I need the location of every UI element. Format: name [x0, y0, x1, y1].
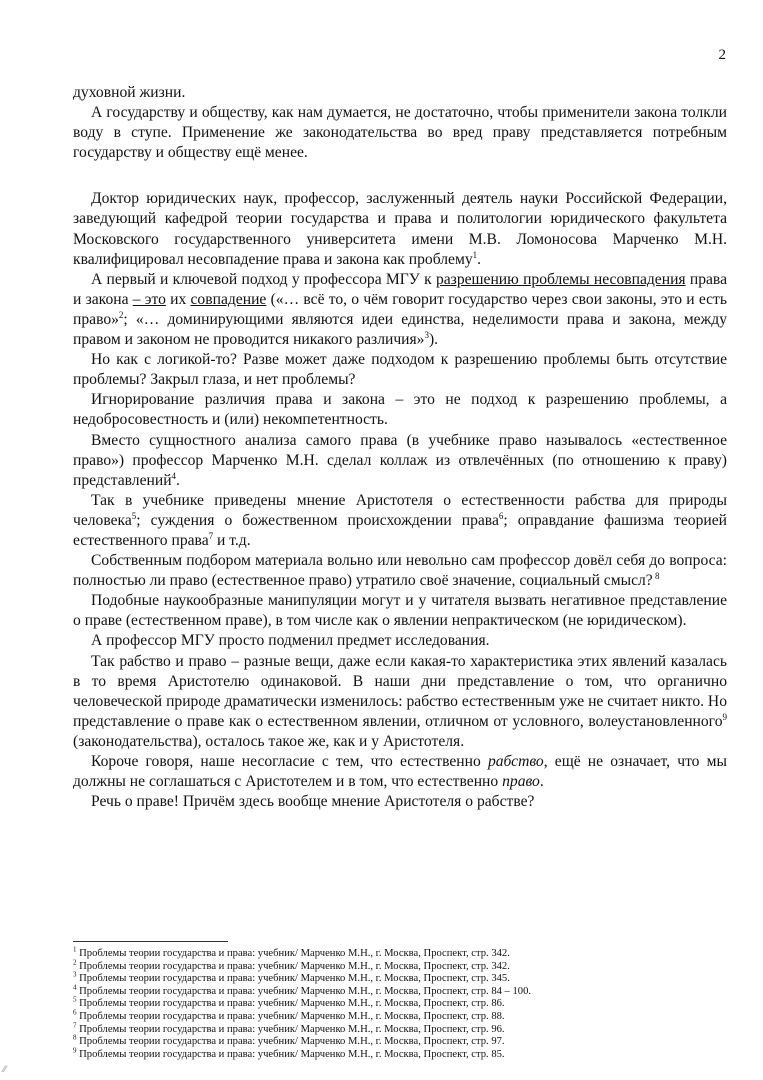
footnote-number: 9: [73, 1046, 77, 1055]
footnote-number: 6: [73, 1008, 77, 1017]
paragraph-14: Речь о праве! Причём здесь вообще мнение Аристотеля о рабстве?: [91, 793, 535, 811]
paragraph-11: А профессор МГУ просто подменил предмет исследования.: [91, 632, 490, 650]
footnote-text: Проблемы теории государства и права: учебник/ Марченко М.Н., г. Москва, Проспект, стр. 342.: [79, 960, 510, 972]
footnote-ref-4[interactable]: 4: [171, 470, 177, 481]
footnote-text: Проблемы теории государства и права: учебник/ Марченко М.Н., г. Москва, Проспект, стр. 96.: [79, 1023, 505, 1035]
paragraph-8-b: ; суждения о божественном происхождении права: [136, 511, 499, 529]
footnote-ref-7[interactable]: 7: [208, 530, 214, 541]
paragraph-5: Но как с логикой-то? Разве может даже подходом к разрешению проблемы быть отсутствие проблемы? Закрыл глаза, и нет проблемы?: [73, 351, 727, 389]
paragraph-4-a: А первый и ключевой подход у профессора МГУ к: [91, 270, 436, 288]
underlined-phrase-1: разрешению проблемы несовпадения: [435, 270, 686, 288]
footnote-text: Проблемы теории государства и права: учебник/ Марченко М.Н., г. Москва, Проспект, стр. 85.: [79, 1048, 505, 1060]
footnote-ref-1[interactable]: 1: [472, 249, 478, 260]
footnotes-section: [73, 945, 733, 1061]
paragraph-3: [73, 189, 727, 269]
footnote-number: 7: [73, 1021, 77, 1030]
footnote-text: Проблемы теории государства и права: учебник/ Марченко М.Н., г. Москва, Проспект, стр. 97.: [79, 1036, 505, 1048]
paragraph-4-e: ; «… доминирующими являются идеи единства, неделимости права и закона, между правом и законом не проводится никакого различия»: [73, 310, 727, 349]
footnote-separator: [73, 941, 228, 942]
page-number: 2: [718, 47, 726, 63]
footnote-number: 3: [73, 970, 77, 979]
paragraph-13-c: .: [539, 773, 544, 791]
footnote-4: [73, 983, 733, 999]
paragraph-3-end: .: [477, 250, 482, 268]
paragraph-7-end: .: [176, 471, 180, 489]
footnote-ref-5[interactable]: 5: [131, 510, 137, 521]
footnote-7: [73, 1021, 733, 1037]
footnote-number: 4: [73, 983, 77, 992]
underlined-phrase-2: – это: [132, 290, 166, 308]
footnote-ref-8[interactable]: 8: [652, 570, 660, 581]
footnote-ref-6[interactable]: 6: [498, 510, 504, 521]
scan-mark: ⁄⁄: [3, 1065, 7, 1075]
footnote-number: 8: [73, 1033, 77, 1042]
paragraph-13-b: , ещё не означает, что мы должны не соглашаться с Аристотелем и в том, что естественно: [73, 753, 727, 791]
paragraph-7: [73, 431, 727, 491]
footnote-number: 1: [73, 945, 77, 954]
footnote-number: 2: [73, 958, 77, 967]
body-text: [73, 83, 727, 812]
paragraph-8: [73, 491, 727, 551]
footnote-text: Проблемы теории государства и права: учебник/ Марченко М.Н., г. Москва, Проспект, стр. 88.: [79, 1010, 505, 1022]
footnote-ref-2[interactable]: 2: [118, 309, 124, 320]
paragraph-4: [73, 270, 727, 350]
footnote-9: [73, 1046, 733, 1062]
paragraph-spacer: [73, 163, 727, 189]
footnote-text: Проблемы теории государства и права: учебник/ Марченко М.Н., г. Москва, Проспект, стр. 84 – 100.: [79, 985, 532, 997]
italic-word-slavery: рабство: [487, 753, 544, 770]
footnote-text: Проблемы теории государства и права: учебник/ Марченко М.Н., г. Москва, Проспект, стр. 345.: [79, 973, 510, 985]
paragraph-12-b: (законодательства), осталось такое же, как и у Аристотеля.: [73, 732, 465, 750]
paragraph-12-a: Так рабство и право – разные вещи, даже если какая-то характеристика этих явлений казалась в то время Аристотелю одинаковой. В наши дни представление о том, что органично человеческой природе драматически изменилось: рабство естественным уже не считает никто. Но представление о праве как о естественном явлении, отличном от условного, волеустановленного: [73, 652, 727, 730]
footnote-1: [73, 945, 733, 961]
paragraph-9-text: Собственным подбором материала вольно или невольно сам профессор довёл себя до вопроса: полностью ли право (естественное право) утратило своё значение, социальный смысл?: [73, 552, 727, 590]
paragraph-8-d: и т.д.: [213, 531, 251, 549]
paragraph-1: духовной жизни.: [73, 84, 186, 101]
paragraph-4-f: ).: [428, 331, 439, 349]
paragraph-8-a: Так в учебнике приведены мнение Аристотеля о естественности рабства для природы человека: [73, 491, 727, 529]
footnote-number: 5: [73, 995, 77, 1004]
footnote-5: [73, 995, 733, 1011]
paragraph-9: [73, 551, 727, 591]
footnote-text: Проблемы теории государства и права: учебник/ Марченко М.Н., г. Москва, Проспект, стр. 342.: [79, 948, 510, 959]
paragraph-12: [73, 652, 727, 752]
footnote-2: [73, 958, 733, 974]
paragraph-4-c: их: [165, 290, 191, 308]
footnote-ref-9[interactable]: 9: [722, 711, 727, 722]
footnote-6: [73, 1008, 733, 1024]
paragraph-13-a: Короче говоря, наше несогласие с тем, что естественно: [91, 753, 488, 770]
paragraph-10: Подобные наукообразные манипуляции могут и у читателя вызвать негативное представление о праве (естественном праве), в том числе как о явлении непрактическом (не юридическом).: [73, 592, 727, 630]
footnote-ref-3[interactable]: 3: [424, 329, 429, 340]
underlined-phrase-3: совпадение: [190, 290, 267, 308]
paragraph-7-text: Вместо сущностного анализа самого права (в учебнике право называлось «естественное право») профессор Марченко М.Н. сделал коллаж из отвлечённых (по отношению к праву) представлений: [73, 431, 727, 489]
footnote-3: [73, 970, 733, 986]
paragraph-3-text: Доктор юридических наук, профессор, заслуженный деятель науки Российской Федерации, заведующий кафедрой теории государства и права и политологии юридического факультета Московского государственного университета имени М.В. Ломоносова Марченко М.Н. квалифицировал несовпадение права и закона как проблему: [73, 190, 727, 268]
footnote-8: [73, 1033, 733, 1049]
italic-word-law: право: [502, 773, 540, 791]
paragraph-4-d: («… всё то, о чём говорит государство через свои законы, это и есть право»: [73, 290, 727, 328]
paragraph-8-c: ; оправдание фашизма теорией естественного права: [73, 511, 727, 549]
paragraph-6: Игнорирование различия права и закона – это не подход к разрешению проблемы, а недобросовестность и (или) некомпетентность.: [73, 391, 727, 429]
footnote-text: Проблемы теории государства и права: учебник/ Марченко М.Н., г. Москва, Проспект, стр. 86.: [79, 998, 505, 1010]
paragraph-2: А государству и обществу, как нам думается, не достаточно, чтобы применители закона толкли воду в ступе. Применение же законодательства во вред праву представляется потребным государству и обществу ещё менее.: [73, 104, 727, 162]
paragraph-13: [73, 752, 727, 792]
paragraph-4-b: права и закона: [73, 270, 727, 308]
